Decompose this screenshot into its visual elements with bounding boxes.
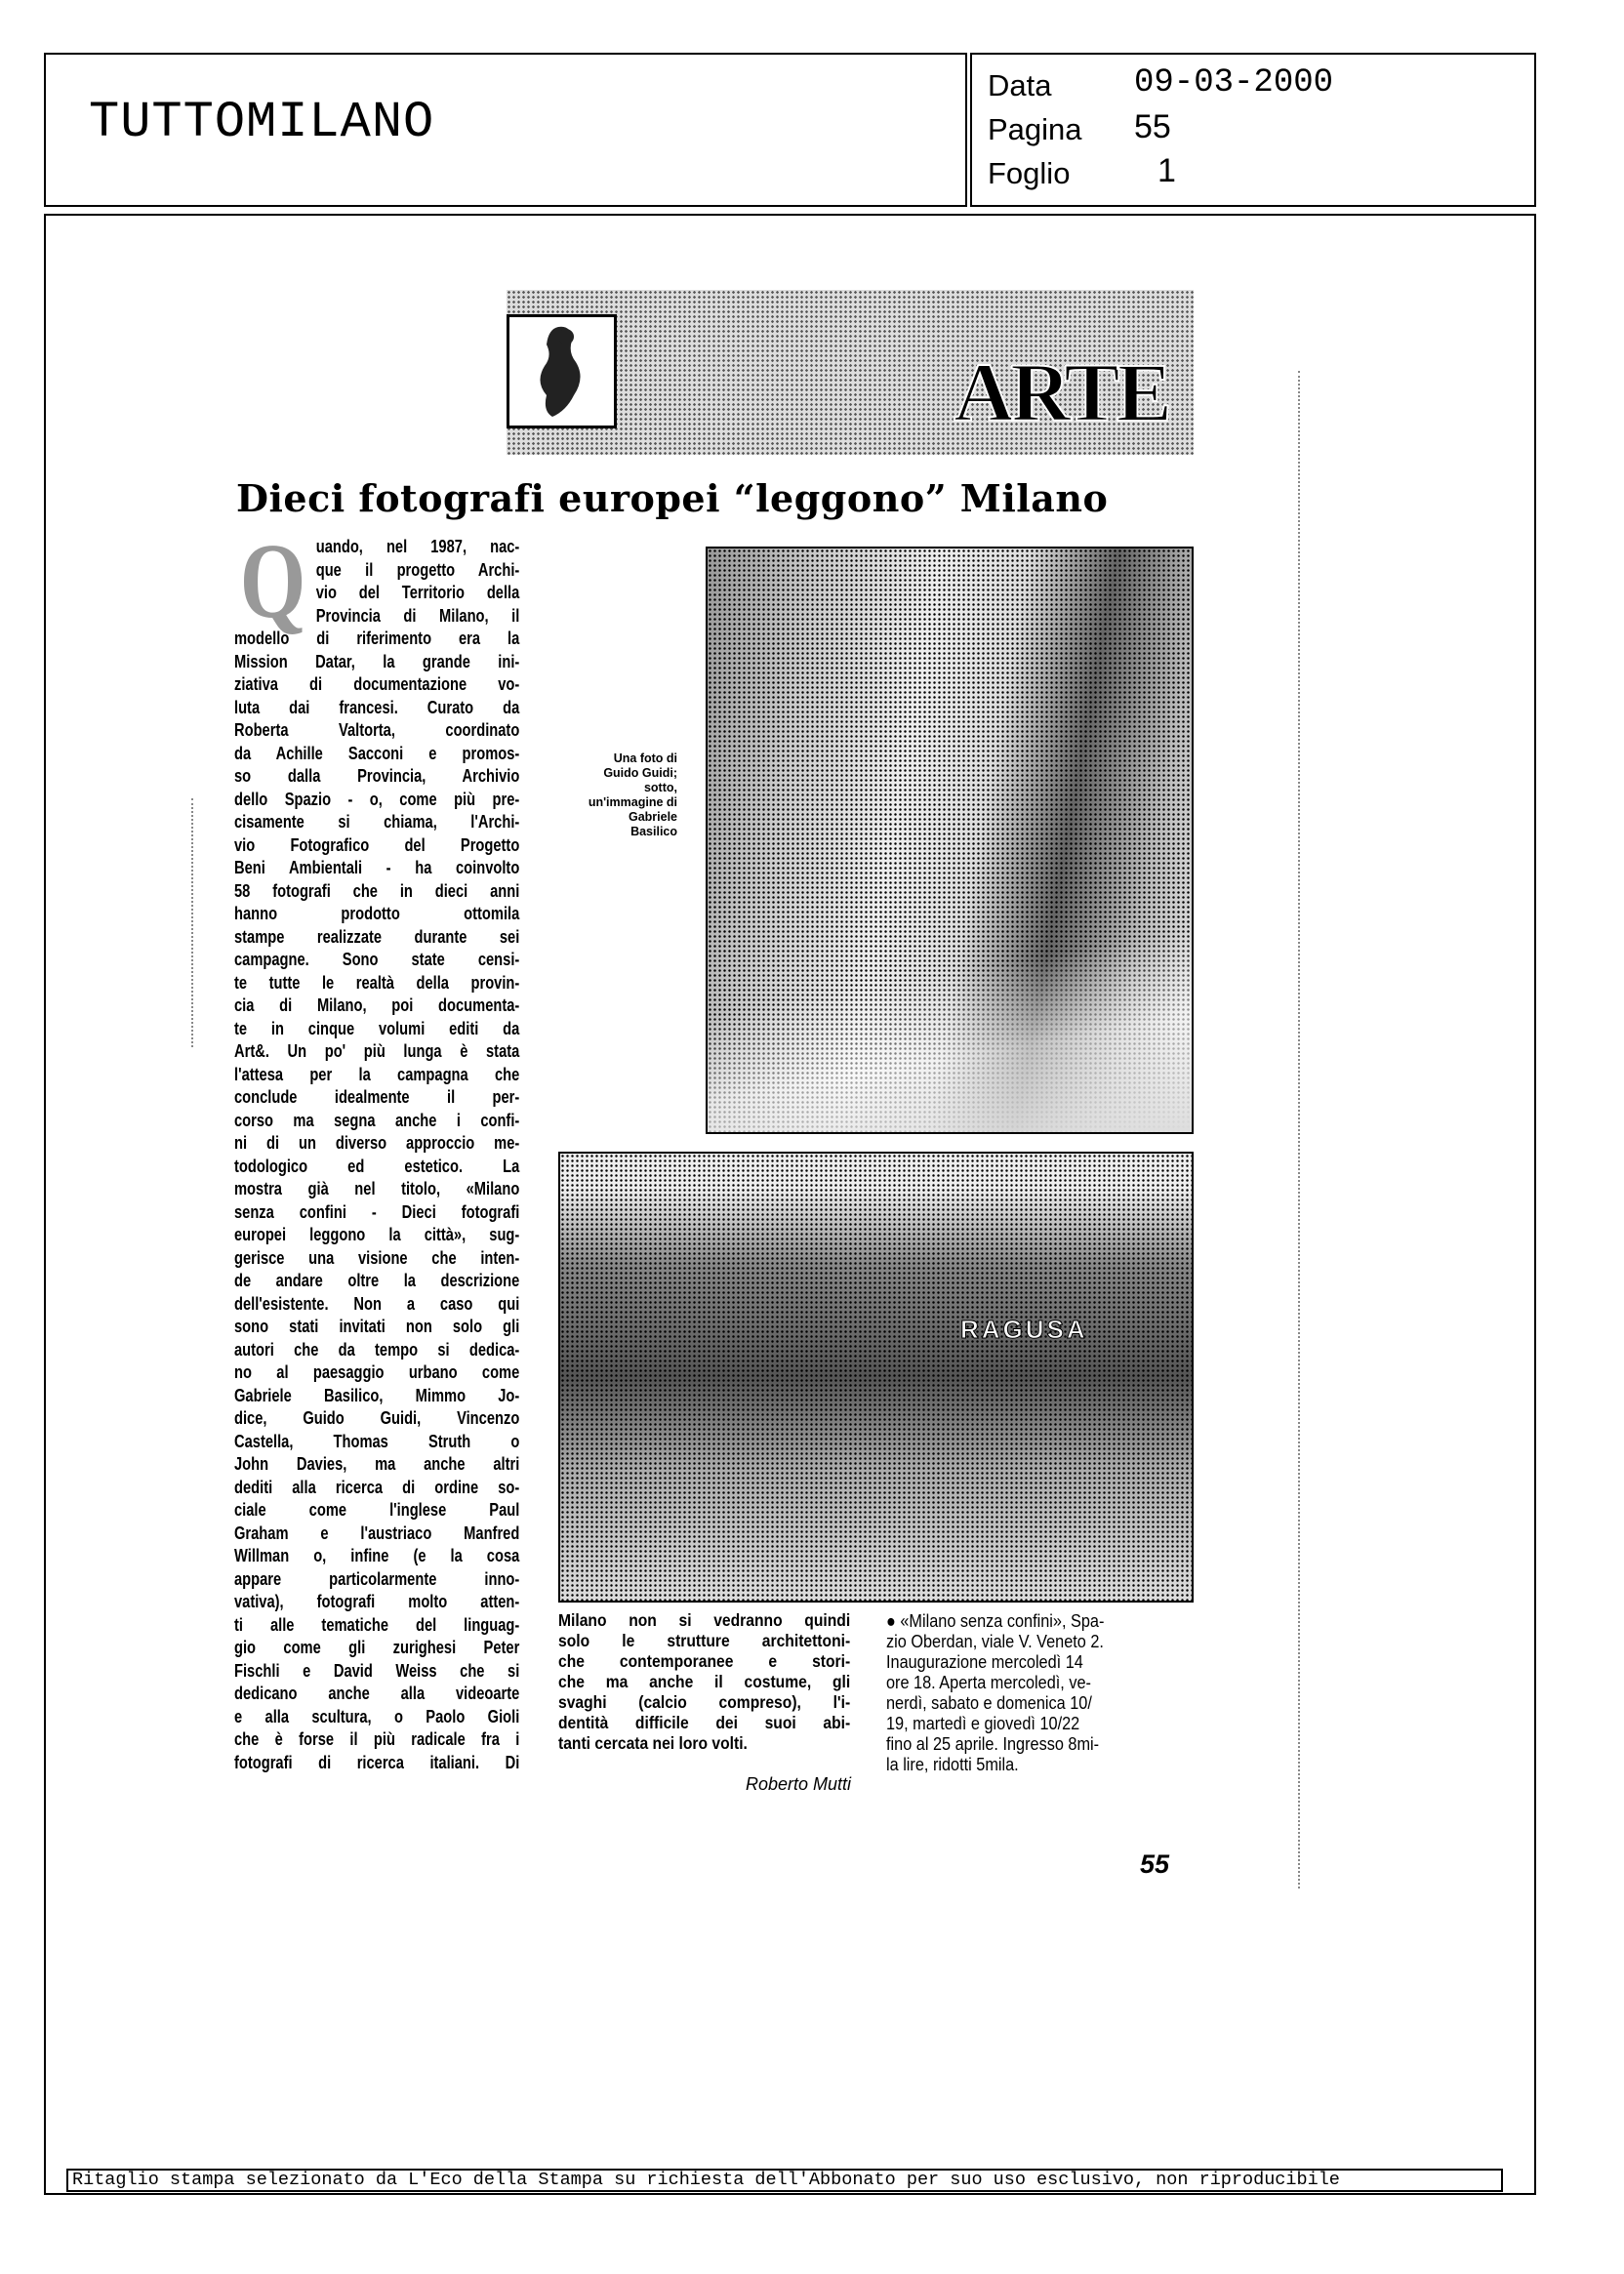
text-line: Fischli e David Weiss che si	[234, 1659, 520, 1681]
text-line: cisamente si chiama, l'Archi-	[234, 811, 520, 832]
text-line: l'attesa per la campagna che	[234, 1063, 520, 1084]
drop-cap: Q	[239, 521, 306, 640]
photo-street-guidi	[706, 547, 1194, 1134]
text-line: Willman o, infine (e la cosa	[234, 1545, 520, 1565]
text-line: ciale come l'inglese Paul	[234, 1499, 520, 1520]
photo-caption: Una foto di Guido Guidi; sotto, un'immagine di Gabriele Basilico	[588, 751, 677, 838]
text-line: dediti alla ricerca di ordine so-	[234, 1476, 520, 1497]
text-line: che è forse il più radicale fra i	[234, 1728, 520, 1749]
text-line: europei leggono la città», sug-	[234, 1224, 520, 1244]
figure-logo-icon	[507, 314, 617, 428]
text-line: ziativa di documentazione vo-	[234, 673, 520, 694]
text-line: hanno prodotto ottomila	[234, 903, 520, 923]
text-line: modello di riferimento era la	[234, 628, 520, 648]
text-line: svaghi (calcio compreso), l'i-	[558, 1692, 851, 1712]
text-line: sono stati invitati non solo gli	[234, 1316, 520, 1336]
text-line: uando, nel 1987, nac-	[315, 536, 520, 556]
text-line: campagne. Sono state censi-	[234, 949, 520, 969]
photo-building-basilico	[558, 1152, 1194, 1603]
text-line: que il progetto Archi-	[315, 558, 520, 580]
text-line: appare particolarmente inno-	[234, 1567, 520, 1589]
text-line: conclude idealmente il per-	[234, 1086, 520, 1107]
sheet-label: Foglio	[988, 156, 1071, 190]
exhibition-info	[886, 1610, 1178, 1774]
text-line: nerdì, sabato e domenica 10/	[886, 1692, 1092, 1713]
text-line: Beni Ambientali - ha coinvolto	[234, 857, 520, 877]
text-line: corso ma segna anche i confi-	[234, 1109, 520, 1130]
date-value: 09-03-2000	[1134, 64, 1334, 102]
text-line: cia di Milano, poi documenta-	[234, 995, 520, 1015]
text-line: che contemporanee e stori-	[558, 1651, 851, 1671]
text-line: tanti cercata nei loro volti.	[558, 1733, 748, 1753]
text-line: luta dai francesi. Curato da	[234, 696, 520, 717]
text-line: 58 fotografi che in dieci anni	[234, 879, 520, 901]
text-line: te tutte le realtà della provin-	[234, 971, 520, 993]
text-line: Inaugurazione mercoledì 14	[886, 1651, 1083, 1672]
page-label: Pagina	[988, 112, 1082, 146]
text-line: ni di un diverso approccio me-	[234, 1132, 520, 1153]
text-line: Mission Datar, la grande ini-	[234, 650, 520, 671]
text-line: vativa), fotografi molto atten-	[234, 1591, 520, 1611]
text-line: fino al 25 aprile. Ingresso 8mi-	[886, 1733, 1100, 1754]
text-line: gio come gli zurighesi Peter	[234, 1637, 520, 1657]
page-value: 55	[1134, 108, 1171, 145]
text-line: John Davies, ma anche altri	[234, 1453, 520, 1474]
article-column-2	[558, 1610, 850, 1754]
text-line: e alla scultura, o Paolo Gioli	[234, 1705, 520, 1726]
text-line: Provincia di Milano, il	[315, 604, 520, 626]
text-line: todologico ed estetico. La	[234, 1155, 520, 1176]
scan-dots	[191, 798, 193, 1047]
text-line: Castella, Thomas Struth o	[234, 1430, 520, 1451]
page-number: 55	[1140, 1849, 1170, 1879]
text-line: Roberta Valtorta, coordinato	[234, 719, 520, 740]
text-line: ● «Milano senza confini», Spa-	[886, 1610, 1105, 1631]
text-line: dedicano anche alla videoarte	[234, 1683, 520, 1703]
text-line: che ma anche il costume, gli	[558, 1672, 851, 1691]
text-line: ti alle tematiche del linguag-	[234, 1613, 520, 1635]
section-title: ARTE	[954, 345, 1168, 439]
text-line: dello Spazio - o, come più pre-	[234, 788, 520, 809]
text-line: Milano non si vedranno quindi	[558, 1610, 851, 1630]
photo-sign: RAGUSA	[960, 1315, 1088, 1344]
publication-title: TUTTOMILANO	[89, 94, 435, 151]
date-label: Data	[988, 68, 1052, 102]
text-line: stampe realizzate durante sei	[234, 925, 520, 947]
text-line: zio Oberdan, viale V. Veneto 2.	[886, 1631, 1104, 1651]
text-line: vio Fotografico del Progetto	[234, 833, 520, 855]
footer-notice: Ritaglio stampa selezionato da L'Eco della Stampa su richiesta dell'Abbonato per suo uso esclusivo, non riproducibile	[66, 2169, 1503, 2192]
text-line: Graham e l'austriaco Manfred	[234, 1522, 520, 1543]
text-line: autori che da tempo si dedica-	[234, 1338, 520, 1360]
text-line: fotografi di ricerca italiani. Di	[234, 1751, 520, 1772]
text-line: Gabriele Basilico, Mimmo Jo-	[234, 1384, 520, 1405]
text-line: la lire, ridotti 5mila.	[886, 1754, 1019, 1774]
text-line: dentità difficile dei suoi abi-	[558, 1713, 851, 1732]
text-line: 19, martedì e giovedì 10/22	[886, 1713, 1080, 1733]
text-line: senza confini - Dieci fotografi	[234, 1200, 520, 1222]
text-line: de andare oltre la descrizione	[234, 1270, 520, 1290]
text-line: dell'esistente. Non a caso qui	[234, 1292, 520, 1314]
headline: Dieci fotografi europei “leggono” Milano	[236, 476, 1109, 520]
text-line: te in cinque volumi editi da	[234, 1017, 520, 1038]
text-line: gerisce una visione che inten-	[234, 1246, 520, 1268]
text-line: vio del Territorio della	[315, 582, 520, 602]
text-line: so dalla Provincia, Archivio	[234, 765, 520, 786]
text-line: ore 18. Aperta mercoledì, ve-	[886, 1672, 1091, 1692]
meta-box	[970, 53, 1536, 207]
text-line: dice, Guido Guidi, Vincenzo	[234, 1407, 520, 1428]
text-line: solo le strutture architettoni-	[558, 1631, 851, 1650]
article-body	[234, 521, 520, 1773]
author-signature: Roberto Mutti	[745, 1774, 851, 1794]
text-line: mostra già nel titolo, «Milano	[234, 1178, 520, 1198]
masthead-box	[44, 53, 967, 207]
text-line: da Achille Sacconi e promos-	[234, 742, 520, 763]
scan-dots	[1298, 371, 1300, 1888]
text-line: Art&. Un po' più lunga è stata	[234, 1040, 520, 1061]
sheet-value: 1	[1157, 152, 1176, 189]
text-line: no al paesaggio urbano come	[234, 1361, 520, 1382]
